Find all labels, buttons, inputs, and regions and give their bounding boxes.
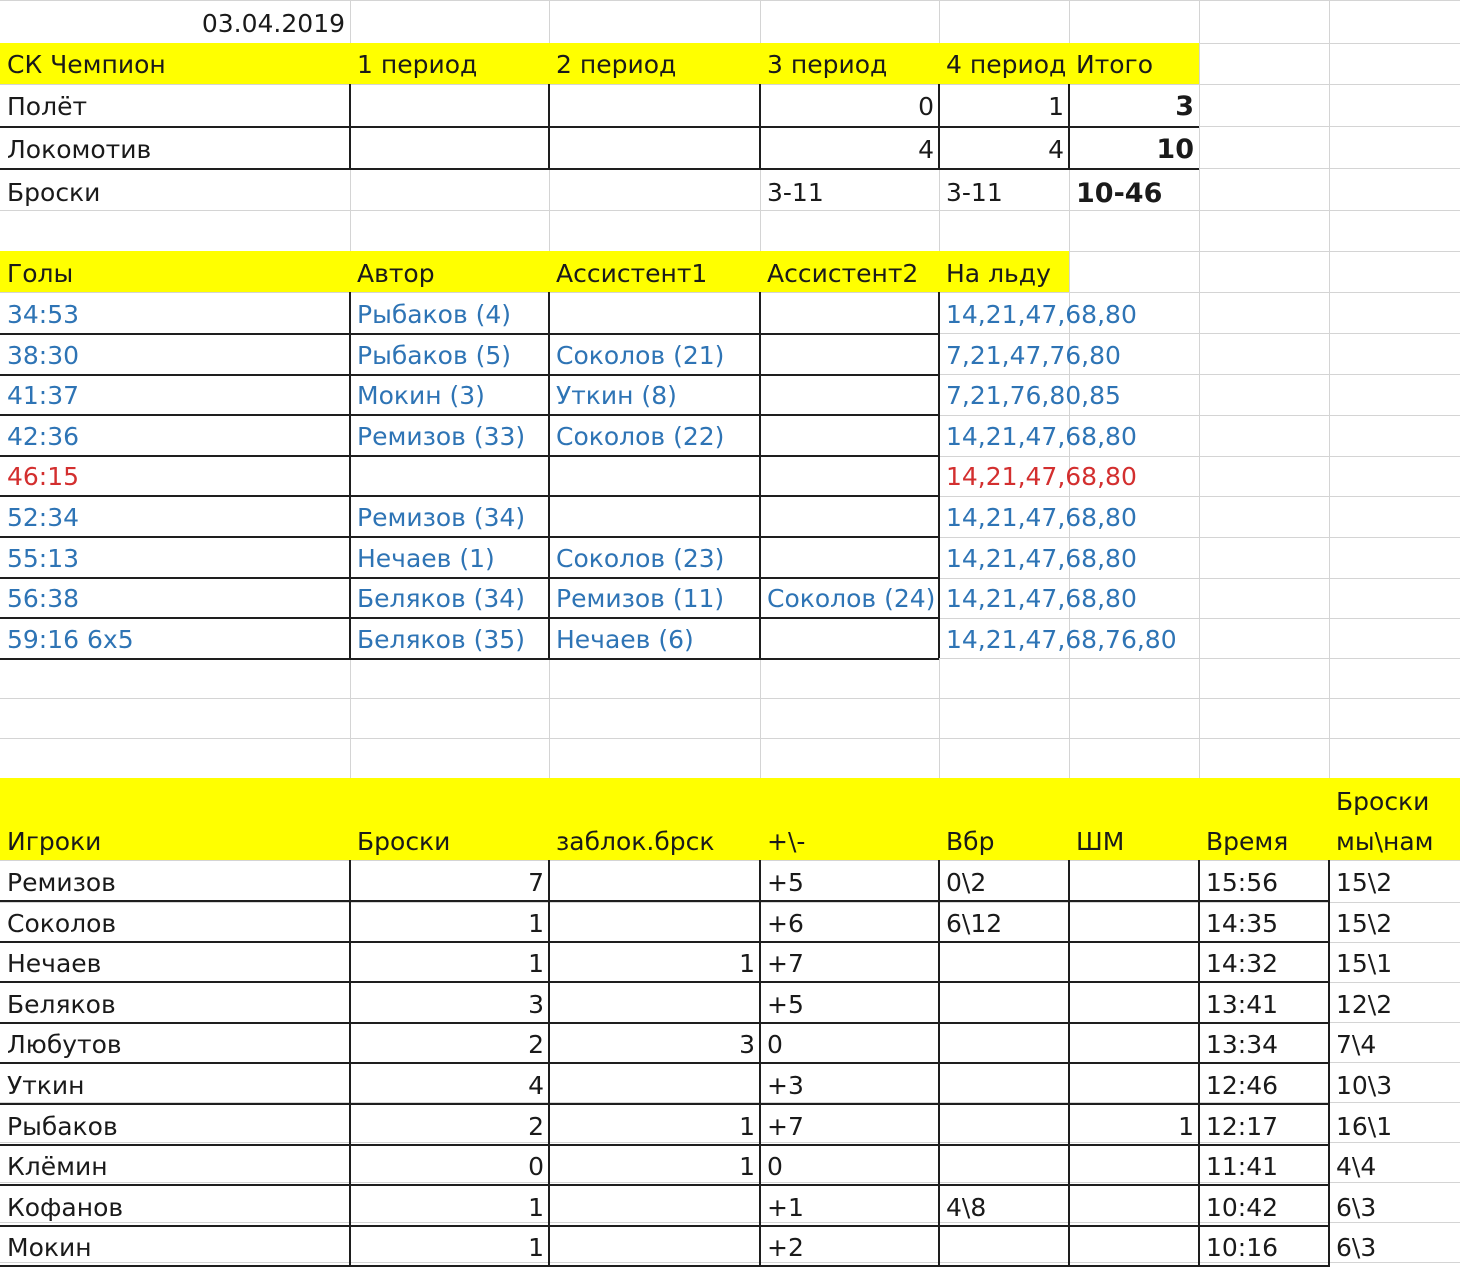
player-name[interactable]: Любутов: [7, 1030, 122, 1060]
table-border: [349, 292, 351, 658]
table-border: [938, 292, 940, 658]
table-border: [1068, 860, 1070, 1267]
player-stat[interactable]: 6\3: [1336, 1233, 1377, 1263]
goal-cell-author[interactable]: Рыбаков (5): [357, 340, 512, 370]
goal-cell-time[interactable]: 56:38: [7, 584, 80, 614]
goals-header[interactable]: Автор: [357, 259, 435, 288]
player-stat[interactable]: 4\8: [946, 1192, 987, 1222]
table-border: [759, 84, 761, 168]
table-border: [0, 617, 939, 619]
players-header[interactable]: Вбр: [946, 827, 995, 856]
goal-cell-time[interactable]: 55:13: [7, 543, 80, 573]
goal-cell-time[interactable]: 38:30: [7, 340, 80, 370]
player-name[interactable]: Рыбаков: [7, 1111, 118, 1141]
score-cell[interactable]: 3: [1175, 91, 1194, 122]
player-stat[interactable]: 6\12: [946, 908, 1003, 938]
players-header[interactable]: +\-: [767, 827, 806, 856]
table-border: [0, 1144, 1329, 1146]
goal-cell-time[interactable]: 59:16 6х5: [7, 624, 134, 654]
player-stat[interactable]: 12:17: [1206, 1111, 1279, 1141]
goal-cell-time[interactable]: 52:34: [7, 503, 80, 532]
table-border: [0, 374, 939, 376]
goals-header[interactable]: Ассистент1: [556, 259, 708, 288]
goal-cell-a1[interactable]: Соколов (22): [556, 421, 725, 451]
score-header[interactable]: 2 период: [556, 50, 677, 79]
table-border: [548, 292, 550, 658]
gridline-horizontal: [0, 1182, 1460, 1183]
player-stat[interactable]: 14:35: [1206, 908, 1279, 938]
goal-cell-author[interactable]: Беляков (35): [357, 624, 525, 654]
table-border: [938, 860, 940, 1267]
gridline-horizontal: [0, 1262, 1460, 1263]
table-border: [0, 900, 1329, 902]
goal-cell-author[interactable]: Рыбаков (4): [357, 300, 512, 329]
table-border: [0, 1184, 1329, 1186]
table-border: [0, 658, 939, 660]
player-stat[interactable]: 1: [1178, 1111, 1194, 1141]
goal-cell-ice[interactable]: 14,21,47,68,80: [946, 584, 1137, 614]
gridline-horizontal: [0, 0, 1460, 1]
table-border: [0, 1022, 1329, 1024]
table-border: [0, 495, 939, 497]
table-border: [0, 577, 939, 579]
gridline-horizontal: [0, 738, 1460, 739]
player-stat[interactable]: +7: [767, 1111, 804, 1141]
gridline-horizontal: [0, 1142, 1460, 1143]
gridline-horizontal: [0, 210, 1460, 211]
date-cell[interactable]: 03.04.2019: [201, 9, 345, 38]
score-header[interactable]: 3 период: [767, 50, 888, 79]
gridline-horizontal: [0, 84, 1460, 85]
players-header[interactable]: Броски: [357, 827, 451, 856]
score-cell[interactable]: 4: [1048, 135, 1064, 164]
gridline-horizontal: [0, 292, 1460, 293]
player-name[interactable]: Беляков: [7, 989, 116, 1019]
table-border: [0, 126, 1199, 128]
table-border: [759, 860, 761, 1267]
player-stat[interactable]: 16\1: [1336, 1111, 1393, 1141]
table-border: [759, 292, 761, 658]
player-stat[interactable]: 2: [528, 1111, 544, 1141]
goal-cell-a1[interactable]: Соколов (21): [556, 340, 725, 370]
player-stat[interactable]: 0\2: [946, 868, 987, 897]
score-cell[interactable]: 3-11: [767, 178, 824, 207]
table-border: [0, 981, 1329, 983]
players-header[interactable]: Время: [1206, 827, 1289, 856]
score-header[interactable]: СК Чемпион: [7, 50, 166, 79]
player-name[interactable]: Мокин: [7, 1233, 92, 1263]
table-border: [0, 1225, 1329, 1227]
goal-cell-ice[interactable]: 14,21,47,68,80: [946, 503, 1137, 532]
players-header[interactable]: Игроки: [7, 827, 102, 856]
player-name[interactable]: Соколов: [7, 908, 117, 938]
player-stat[interactable]: 1: [528, 949, 544, 979]
players-header[interactable]: ШМ: [1076, 827, 1125, 856]
goal-cell-author[interactable]: Ремизов (33): [357, 421, 526, 451]
table-border: [0, 455, 939, 457]
table-border: [1328, 860, 1330, 1267]
player-name[interactable]: Ремизов: [7, 868, 116, 897]
table-border: [938, 84, 940, 168]
goal-cell-a1[interactable]: Уткин (8): [556, 381, 677, 411]
player-name[interactable]: Клёмин: [7, 1152, 108, 1182]
players-header[interactable]: мы\нам: [1336, 827, 1434, 856]
player-stat[interactable]: 15\2: [1336, 868, 1393, 897]
goal-cell-time[interactable]: 41:37: [7, 381, 80, 411]
table-border: [349, 860, 351, 1267]
player-stat[interactable]: +7: [767, 949, 804, 979]
player-stat[interactable]: 1: [528, 1233, 544, 1263]
goal-cell-author[interactable]: Ремизов (34): [357, 503, 526, 532]
player-name[interactable]: Нечаев: [7, 949, 102, 979]
player-stat[interactable]: 6\3: [1336, 1192, 1377, 1222]
player-stat[interactable]: 7: [528, 868, 544, 897]
goals-header[interactable]: На льду: [946, 259, 1051, 288]
player-stat[interactable]: 1: [528, 908, 544, 938]
table-border: [548, 860, 550, 1267]
goal-cell-ice[interactable]: 14,21,47,68,80: [946, 300, 1137, 329]
table-border: [1198, 860, 1200, 1267]
player-stat[interactable]: 12:46: [1206, 1071, 1279, 1100]
goal-cell-author[interactable]: Нечаев (1): [357, 543, 495, 573]
score-row-label[interactable]: Полёт: [7, 92, 88, 121]
player-stat[interactable]: +3: [767, 1071, 804, 1100]
table-border: [548, 84, 550, 168]
score-header[interactable]: 4 период: [946, 50, 1067, 79]
score-header[interactable]: 1 период: [357, 50, 478, 79]
goal-cell-time[interactable]: 34:53: [7, 300, 80, 329]
goal-cell-ice[interactable]: 7,21,76,80,85: [946, 381, 1121, 411]
player-stat[interactable]: 4: [528, 1071, 544, 1100]
score-row-label[interactable]: Локомотив: [7, 135, 152, 164]
goal-cell-ice[interactable]: 7,21,47,76,80: [946, 340, 1121, 370]
goal-cell-time[interactable]: 46:15: [7, 462, 80, 492]
player-stat[interactable]: 0: [528, 1152, 544, 1182]
score-cell[interactable]: 1: [1048, 92, 1064, 121]
table-border: [0, 1103, 1329, 1105]
player-stat[interactable]: 1: [528, 1192, 544, 1222]
goal-cell-ice[interactable]: 14,21,47,68,80: [946, 543, 1137, 573]
player-stat[interactable]: 1: [739, 1111, 755, 1141]
goal-cell-a1[interactable]: Нечаев (6): [556, 624, 694, 654]
player-name[interactable]: Уткин: [7, 1071, 85, 1100]
goals-header[interactable]: Ассистент2: [767, 259, 919, 288]
goal-cell-a1[interactable]: Ремизов (11): [556, 584, 725, 614]
player-stat[interactable]: 15\2: [1336, 908, 1393, 938]
goal-cell-a2[interactable]: Соколов (24): [767, 584, 936, 614]
player-stat[interactable]: 10:16: [1206, 1233, 1279, 1263]
table-border: [0, 536, 939, 538]
score-cell[interactable]: 10: [1156, 134, 1194, 165]
player-stat[interactable]: +6: [767, 908, 804, 938]
player-stat[interactable]: 11:41: [1206, 1152, 1279, 1182]
table-border: [0, 333, 939, 335]
player-stat[interactable]: 13:41: [1206, 989, 1279, 1019]
player-stat[interactable]: 0: [767, 1152, 783, 1182]
player-stat[interactable]: 1: [739, 949, 755, 979]
player-stat[interactable]: 15:56: [1206, 868, 1279, 897]
player-stat[interactable]: 3: [528, 989, 544, 1019]
goals-header[interactable]: Голы: [7, 259, 74, 288]
gridline-horizontal: [0, 860, 1460, 861]
goal-cell-ice[interactable]: 14,21,47,68,80: [946, 421, 1137, 451]
player-stat[interactable]: 12\2: [1336, 989, 1393, 1019]
player-stat[interactable]: 10\3: [1336, 1071, 1393, 1100]
player-stat[interactable]: 4\4: [1336, 1152, 1377, 1182]
player-stat[interactable]: 0: [767, 1030, 783, 1060]
score-cell[interactable]: 4: [918, 135, 934, 164]
players-header[interactable]: Броски: [1336, 787, 1430, 816]
goal-cell-ice[interactable]: 14,21,47,68,80: [946, 462, 1137, 492]
goal-cell-a1[interactable]: Соколов (23): [556, 543, 725, 573]
player-stat[interactable]: +2: [767, 1233, 804, 1263]
gridline-horizontal: [0, 698, 1460, 699]
player-stat[interactable]: 10:42: [1206, 1192, 1279, 1222]
goal-cell-author[interactable]: Мокин (3): [357, 381, 485, 411]
gridline-horizontal: [0, 1222, 1460, 1223]
table-border: [1068, 84, 1070, 168]
player-stat[interactable]: +5: [767, 868, 804, 897]
player-stat[interactable]: 13:34: [1206, 1030, 1279, 1060]
player-stat[interactable]: +1: [767, 1192, 804, 1222]
player-stat[interactable]: 14:32: [1206, 949, 1279, 979]
score-header[interactable]: Итого: [1076, 50, 1153, 79]
players-header[interactable]: заблок.брск: [556, 827, 715, 856]
player-name[interactable]: Кофанов: [7, 1192, 124, 1222]
score-cell[interactable]: 0: [918, 92, 934, 121]
goal-cell-time[interactable]: 42:36: [7, 421, 80, 451]
goal-cell-ice[interactable]: 14,21,47,68,76,80: [946, 624, 1177, 654]
score-row-label[interactable]: Броски: [7, 178, 101, 207]
player-stat[interactable]: 2: [528, 1030, 544, 1060]
table-border: [0, 1062, 1329, 1064]
player-stat[interactable]: +5: [767, 989, 804, 1019]
table-border: [349, 84, 351, 168]
player-stat[interactable]: 7\4: [1336, 1030, 1377, 1060]
player-stat[interactable]: 1: [739, 1152, 755, 1182]
gridline-horizontal: [0, 902, 1460, 903]
score-cell[interactable]: 3-11: [946, 178, 1003, 207]
player-stat[interactable]: 3: [739, 1030, 755, 1060]
table-border: [0, 414, 939, 416]
score-cell[interactable]: 10-46: [1076, 178, 1163, 209]
player-stat[interactable]: 15\1: [1336, 949, 1393, 979]
table-border: [0, 168, 1199, 170]
table-border: [0, 941, 1329, 943]
goal-cell-author[interactable]: Беляков (34): [357, 584, 525, 614]
